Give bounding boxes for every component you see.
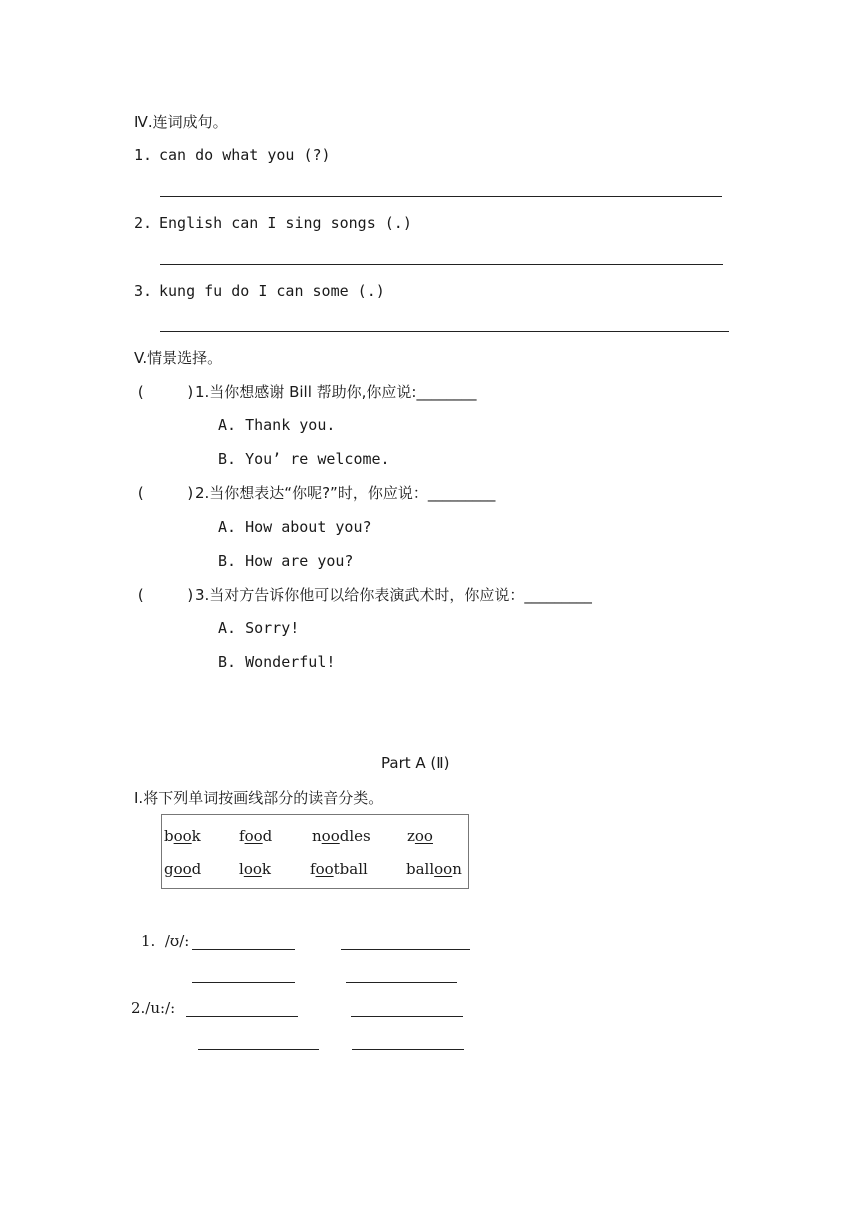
answer-paren-close-3: ): [186, 586, 196, 604]
question-2-prompt: 2.当你想表达“你呢?”时，你应说：_________: [195, 484, 496, 502]
word-zoo: zoo: [407, 827, 433, 845]
question-3-option-b: B. Wonderful!: [218, 653, 336, 671]
reorder-item-2-number: 2.: [134, 214, 153, 232]
sound-1-blank-4[interactable]: [346, 982, 457, 983]
question-3-option-a: A. Sorry!: [218, 619, 300, 637]
section-iv-heading: Ⅳ.连词成句。: [134, 113, 228, 131]
answer-paren-open-3: (: [136, 586, 146, 604]
answer-paren-close-2: ): [186, 484, 196, 502]
sound-2-blank-4[interactable]: [352, 1049, 464, 1050]
sound-2-blank-1[interactable]: [186, 1016, 298, 1017]
word-football: football: [310, 860, 368, 878]
answer-line-3[interactable]: [160, 331, 729, 332]
question-1-prompt: 1.当你想感谢 Bill 帮助你,你应说:________: [195, 383, 477, 401]
sound-2-blank-2[interactable]: [351, 1016, 463, 1017]
word-good: good: [164, 860, 202, 878]
answer-line-1[interactable]: [160, 196, 722, 197]
sound-1-blank-3[interactable]: [192, 982, 295, 983]
question-3-prompt: 3.当对方告诉你他可以给你表演武术时，你应说：_________: [195, 586, 592, 604]
answer-paren-open-1: (: [136, 383, 146, 401]
reorder-item-1-text: can do what you (?): [159, 146, 331, 164]
section-i-heading: Ⅰ.将下列单词按画线部分的读音分类。: [134, 789, 384, 807]
question-2-option-b: B. How are you?: [218, 552, 354, 570]
sound-1-label: 1. /ʊ/:: [141, 932, 190, 950]
reorder-item-1-number: 1.: [134, 146, 153, 164]
word-box: [161, 814, 469, 889]
answer-paren-close-1: ): [186, 383, 196, 401]
question-2-option-a: A. How about you?: [218, 518, 372, 536]
word-food: food: [239, 827, 273, 845]
reorder-item-2-text: English can I sing songs (.): [159, 214, 412, 232]
answer-paren-open-2: (: [136, 484, 146, 502]
word-balloon: balloon: [406, 860, 462, 878]
answer-line-2[interactable]: [160, 264, 723, 265]
reorder-item-3-number: 3.: [134, 282, 153, 300]
part-a-title: Part A (Ⅱ): [381, 754, 450, 772]
question-1-option-a: A. Thank you.: [218, 416, 336, 434]
word-noodles: noodles: [312, 827, 371, 845]
word-book: book: [164, 827, 201, 845]
section-v-heading: V.情景选择。: [134, 349, 223, 367]
question-1-option-b: B. You’ re welcome.: [218, 450, 390, 468]
word-look: look: [239, 860, 271, 878]
sound-1-blank-1[interactable]: [192, 949, 295, 950]
reorder-item-3-text: kung fu do I can some (.): [159, 282, 385, 300]
sound-2-label: 2./u:/:: [131, 999, 176, 1017]
sound-2-blank-3[interactable]: [198, 1049, 319, 1050]
sound-1-blank-2[interactable]: [341, 949, 470, 950]
